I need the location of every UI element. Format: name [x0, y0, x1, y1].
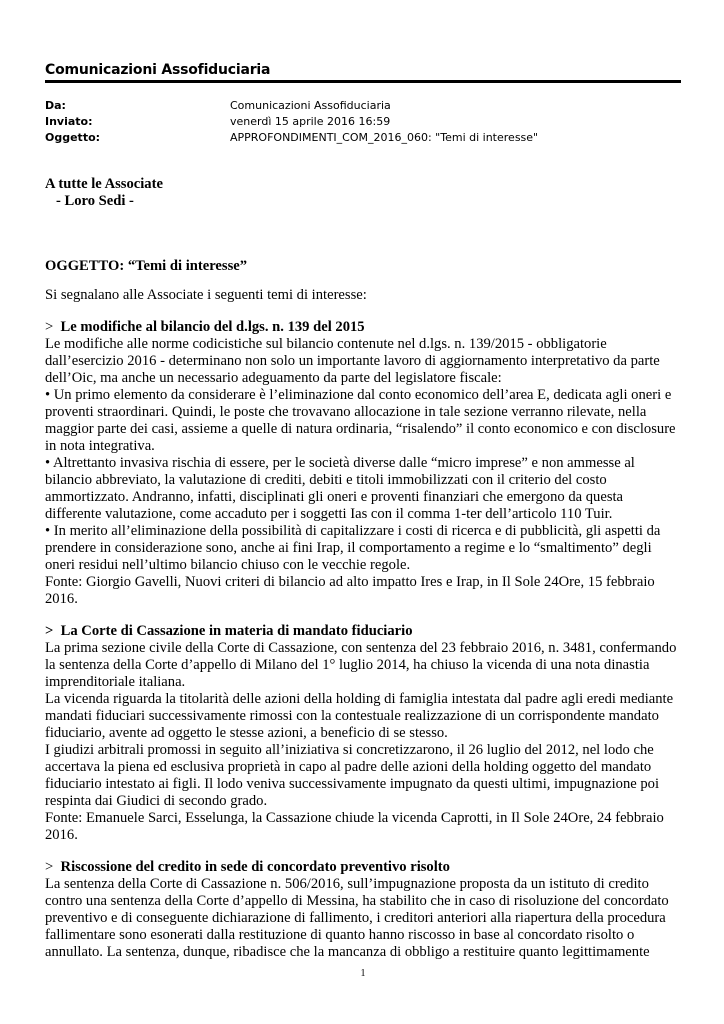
from-label: Da:: [45, 99, 66, 112]
section-2-paragraph: I giudizi arbitrali promossi in seguito all’iniziativa si concretizzarono, il 26 luglio del 2012, nel lodo che accertava la piena ed esclusiva proprietà in capo al padre delle azioni della holding oggetto del mandato fiduciario intestato ai figli. Il lodo veniva successivamente impugnato da questi ultimi, impugnazione poi respinta dai Giudici di secondo grado.: [45, 742, 660, 809]
email-header: [45, 98, 681, 146]
salutation-line2: - Loro Sedi -: [45, 193, 134, 209]
section-2-title: La Corte di Cassazione in materia di mandato fiduciario: [60, 623, 413, 639]
letter-body: [45, 176, 681, 961]
title-rule: [45, 80, 681, 83]
section-1-marker: >: [45, 319, 54, 335]
section-2-paragraph: La prima sezione civile della Corte di Cassazione, con sentenza del 23 febbraio 2016, n. 3481, confermando la sentenza della Corte d’appello di Milano del 1° luglio 2014, ha chiuso la vicenda di una nota dinastia imprenditoriale italiana.: [45, 640, 677, 690]
subject-heading: OGGETTO: “Temi di interesse”: [45, 258, 248, 274]
sent-value: venerdì 15 aprile 2016 16:59: [230, 115, 391, 128]
section-1-heading: [45, 319, 681, 336]
document-title: Comunicazioni Assofiduciaria: [45, 62, 271, 78]
subject-row: [45, 130, 681, 146]
section-3-heading: [45, 859, 681, 876]
section-1-bullet: • Altrettanto invasiva rischia di essere, per le società diverse dalle “micro imprese” e non ammesse al bilancio abbreviato, la valutazione di crediti, debiti e titoli immobilizzati con il criterio del costo ammortizzato. Andranno, infatti, disciplinati gli oneri e proventi finanziari che emergono da questa differente valutazione, come accaduto per i soggetti Ias con il comma 1-ter dell’articolo 110 Tuir.: [45, 455, 635, 522]
section-3-marker: >: [45, 859, 54, 875]
from-row: [45, 98, 681, 114]
section-2-source: Fonte: Emanuele Sarci, Esselunga, la Cassazione chiude la vicenda Caprotti, in Il Sole 24Ore, 24 febbraio 2016.: [45, 810, 664, 843]
section-1-paragraph: Le modifiche alle norme codicistiche sul bilancio contenute nel d.lgs. n. 139/2015 - obbligatorie dall’esercizio 2016 - determinano non solo un importante lavoro di aggiornamento interpretativo da parte dell’Oic, ma anche un necessario adeguamento da parte del legislatore fiscale:: [45, 336, 660, 386]
subject-label: Oggetto:: [45, 131, 101, 144]
from-value: Comunicazioni Assofiduciaria: [230, 99, 391, 112]
section-1-bullet: • Un primo elemento da considerare è l’eliminazione dal conto economico dell’area E, dedicata agli oneri e proventi straordinari. Quindi, le poste che trovavano allocazione in tale sezione verranno rilevate, nella maggior parte dei casi, assieme a quelle di natura ordinaria, “risalendo” il conto economico e con disclosure in nota integrativa.: [45, 387, 676, 454]
section-2-heading: [45, 623, 681, 640]
section-2-marker: >: [45, 623, 54, 639]
sent-label: Inviato:: [45, 115, 93, 128]
section-1-source: Fonte: Giorgio Gavelli, Nuovi criteri di bilancio ad alto impatto Ires e Irap, in Il Sole 24Ore, 15 febbraio 2016.: [45, 574, 655, 607]
section-1-bullet: • In merito all’eliminazione della possibilità di capitalizzare i costi di ricerca e di pubblicità, gli aspetti da prendere in considerazione sono, anche ai fini Irap, il comportamento a regime e lo “smaltimento” degli oneri residui nell’ultimo bilancio chiuso con le vecchie regole.: [45, 523, 661, 573]
page-number: 1: [360, 968, 366, 979]
section-1-title: Le modifiche al bilancio del d.lgs. n. 139 del 2015: [60, 319, 365, 335]
sent-row: [45, 114, 681, 130]
section-3-paragraph: La sentenza della Corte di Cassazione n. 506/2016, sull’impugnazione proposta da un istituto di credito contro una sentenza della Corte d’appello di Messina, ha stabilito che in caso di risoluzione del concordato preventivo e di conseguente dichiarazione di fallimento, i creditori anteriori alla riapertura della procedura fallimentare sono esonerati dalla restituzione di quanto hanno riscosso in base al concordato risolto o annullato. La sentenza, dunque, ribadisce che la mancanza di obbligo a restituire quanto legittimamente: [45, 876, 669, 960]
section-2-paragraph: La vicenda riguarda la titolarità delle azioni della holding di famiglia intestata dal padre agli eredi mediante mandati fiduciari successivamente rimossi con la contestuale realizzazione di un corrispondente mandato fiduciario, avente ad oggetto le stesse azioni, a beneficio di se stesso.: [45, 691, 674, 741]
intro-text: Si segnalano alle Associate i seguenti temi di interesse:: [45, 287, 367, 303]
subject-value: APPROFONDIMENTI_COM_2016_060: "Temi di interesse": [230, 131, 539, 144]
salutation-line1: A tutte le Associate: [45, 176, 163, 192]
section-3-title: Riscossione del credito in sede di concordato preventivo risolto: [60, 859, 450, 875]
